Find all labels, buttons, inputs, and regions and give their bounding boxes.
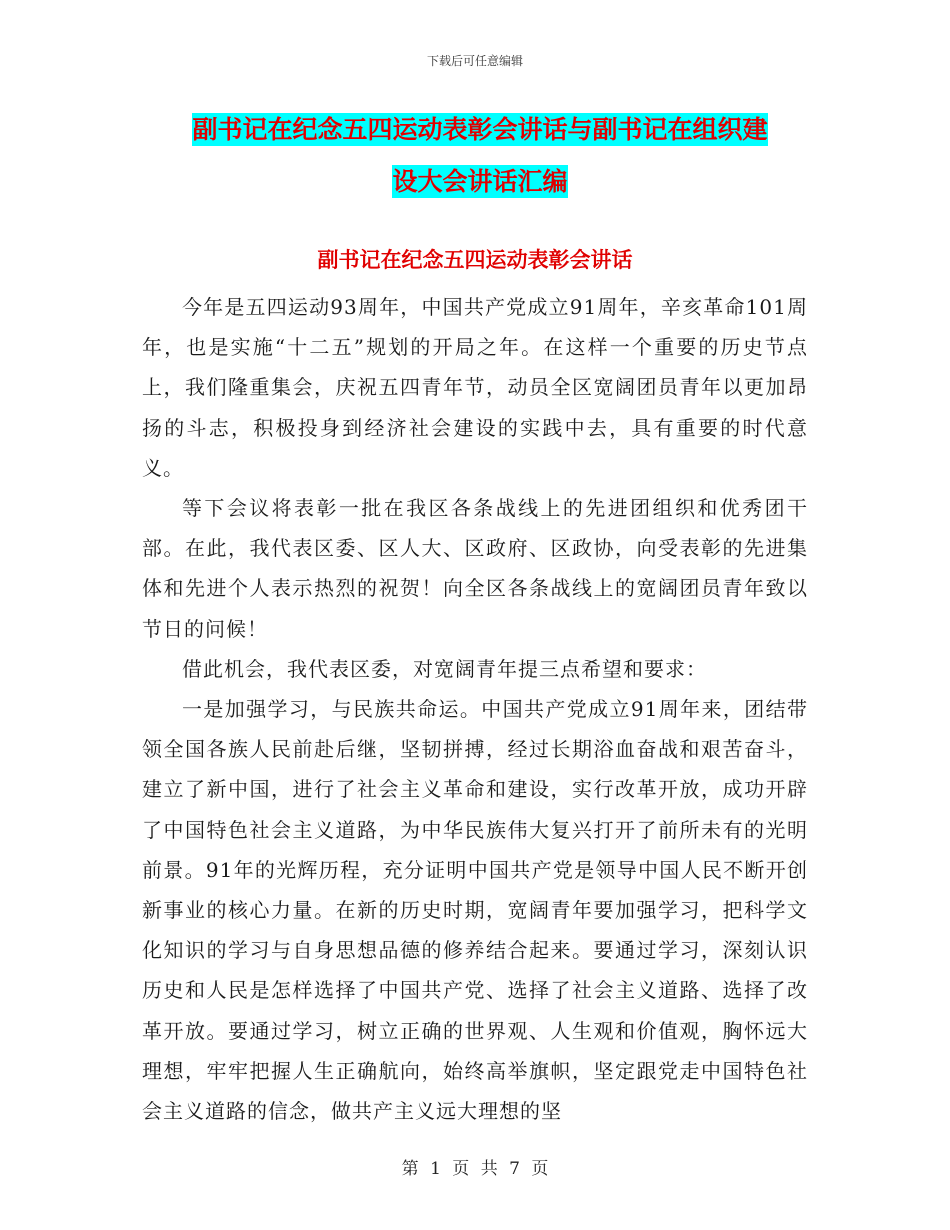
document-title (150, 104, 810, 208)
page-footer: 第 1 页 共 7 页 (401, 1159, 549, 1179)
paragraph-1: 今年是五四运动93周年，中国共产党成立91周年，辛亥革命101周年，也是实施“十二五”规划的开局之年。在这样一个重要的历史节点上，我们隆重集会，庆祝五四青年节，动员全区宽阔团员青年以更加昂扬的斗志，积极投身到经济社会建设的实践中去，具有重要的时代意义。 (142, 295, 808, 480)
page-header-note: 下载后可任意编辑 (426, 54, 523, 68)
paragraph-3: 借此机会，我代表区委，对宽阔青年提三点希望和要求： (182, 656, 707, 681)
document-title-line-1: 副书记在纪念五四运动表彰会讲话与副书记在组织建 (192, 115, 768, 144)
section-title: 副书记在纪念五四运动表彰会讲话 (317, 248, 633, 272)
paragraph-2: 等下会议将表彰一批在我区各条战线上的先进团组织和优秀团干部。在此，我代表区委、区人大、区政府、区政协，向受表彰的先进集体和先进个人表示热烈的祝贺！向全区各条战线上的宽阔团员青年致以节日的问候！ (142, 496, 808, 641)
document-body (142, 287, 808, 1131)
paragraph-4: 一是加强学习，与民族共命运。中国共产党成立91周年来，团结带领全国各族人民前赴后继，坚韧拼搏，经过长期浴血奋战和艰苦奋斗，建立了新中国，进行了社会主义革命和建设，实行改革开放，成功开辟了中国特色社会主义道路，为中华民族伟大复兴打开了前所未有的光明前景。91年的光辉历程，充分证明中国共产党是领导中国人民不断开创新事业的核心力量。在新的历史时期，宽阔青年要加强学习，把科学文化知识的学习与自身思想品德的修养结合起来。要通过学习，深刻认识历史和人民是怎样选择了中国共产党、选择了社会主义道路、选择了改革开放。要通过学习，树立正确的世界观、人生观和价值观，胸怀远大理想，牢牢把握人生正确航向，始终高举旗帜，坚定跟党走中国特色社会主义道路的信念，做共产主义远大理想的坚 (142, 697, 808, 1124)
document-title-line-2: 设大会讲话汇编 (392, 167, 568, 196)
